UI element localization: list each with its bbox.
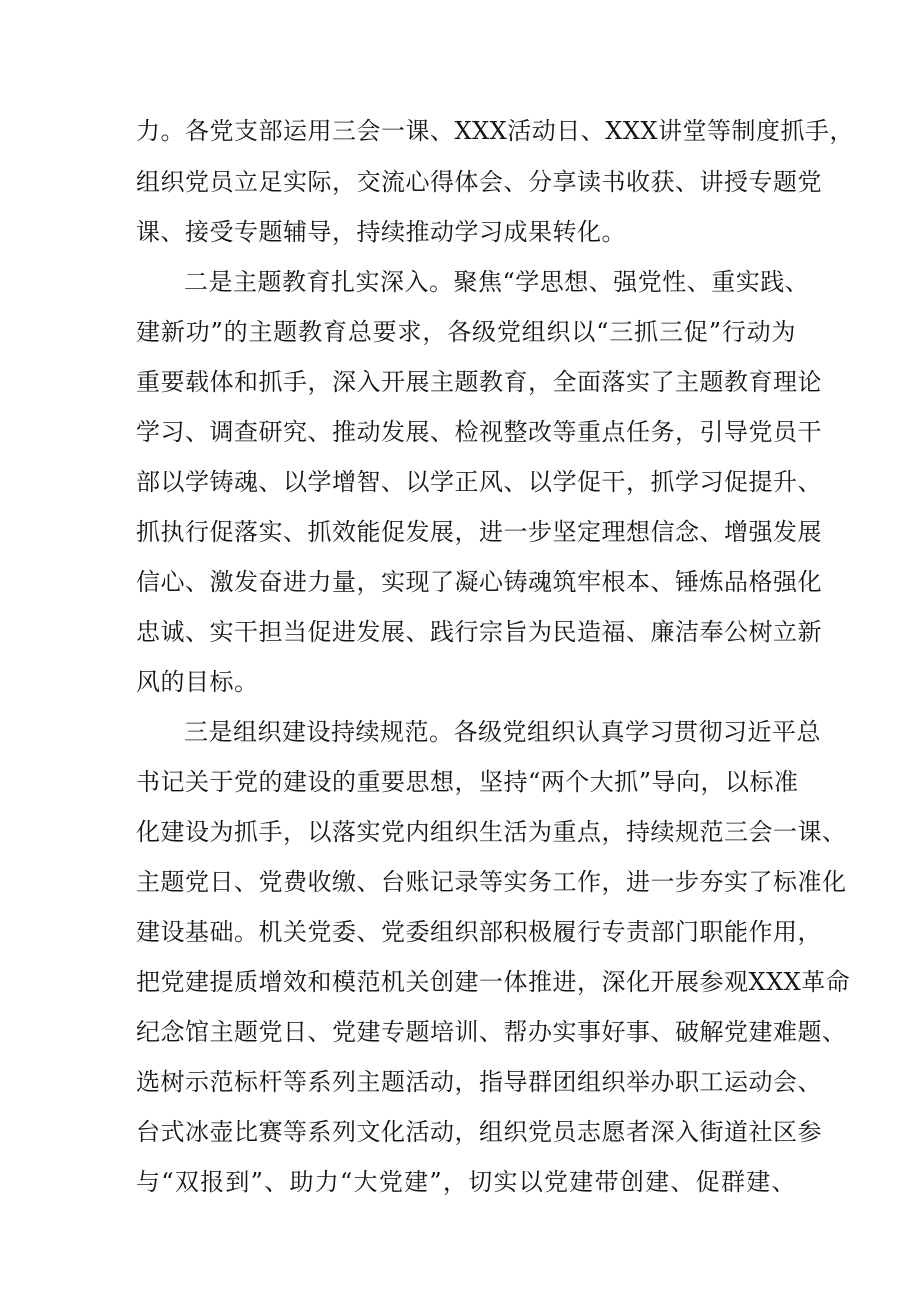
text-line: 纪念馆主题党日、党建专题培训、帮办实事好事、破解党建难题、 (136, 1018, 847, 1046)
text-line: 信心、激发奋进力量，实现了凝心铸魂筑牢根本、锤炼品格强化 (136, 568, 822, 596)
text-line: 重要载体和抓手，深入开展主题教育，全面落实了主题教育理论 (136, 368, 822, 396)
text-line: 书记关于党的建设的重要思想，坚持“两个大抓”导向，以标准 (136, 768, 799, 796)
text-line: 部以学铸魂、以学增智、以学正风、以学促干，抓学习促提升、 (136, 468, 822, 496)
text-line: 主题党日、党费收缴、台账记录等实务工作，进一步夯实了标准化 (136, 868, 847, 896)
paragraph-first-line: 三是组织建设持续规范。各级党组织认真学习贯彻习近平总 (184, 718, 821, 746)
text-line: 建新功”的主题教育总要求，各级党组织以“三抓三促”行动为 (136, 318, 796, 346)
text-line: 组织党员立足实际，交流心得体会、分享读书收获、讲授专题党 (136, 168, 822, 196)
text-line: 建设基础。机关党委、党委组织部积极履行专责部门职能作用， (136, 918, 822, 946)
text-line: 力。各党支部运用三会一课、XXX活动日、XXX讲堂等制度抓手， (136, 117, 855, 145)
text-line: 学习、调查研究、推动发展、检视整改等重点任务，引导党员干 (136, 418, 822, 446)
text-line: 化建设为抓手，以落实党内组织生活为重点，持续规范三会一课、 (136, 818, 847, 846)
text-line: 风的目标。 (136, 668, 259, 696)
text-line: 课、接受专题辅导，持续推动学习成果转化。 (136, 218, 626, 246)
text-line: 抓执行促落实、抓效能促发展，进一步坚定理想信念、增强发展 (136, 518, 822, 546)
text-line: 忠诚、实干担当促进发展、践行宗旨为民造福、廉洁奉公树立新 (136, 618, 822, 646)
text-line: 台式冰壶比赛等系列文化活动，组织党员志愿者深入街道社区参 (136, 1118, 822, 1146)
text-line: 与“双报到”、助力“大党建”，切实以党建带创建、促群建、 (136, 1168, 796, 1196)
paragraph-first-line: 二是主题教育扎实深入。聚焦“学思想、强党性、重实践、 (184, 268, 810, 296)
text-line: 把党建提质增效和模范机关创建一体推进，深化开展参观XXX革命 (136, 968, 851, 996)
text-line: 选树示范标杆等系列主题活动，指导群团组织举办职工运动会、 (136, 1068, 822, 1096)
